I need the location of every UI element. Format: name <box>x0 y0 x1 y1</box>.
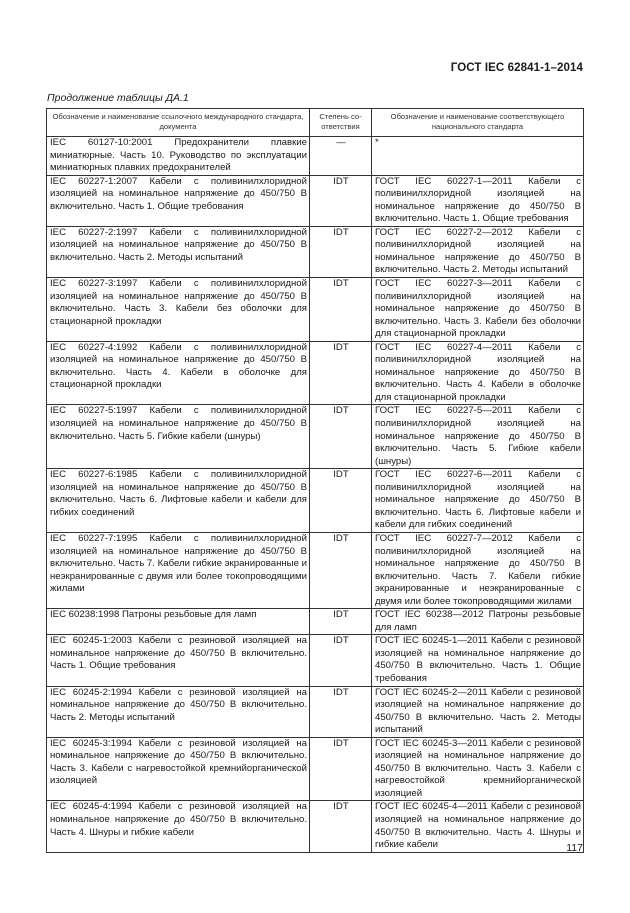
page-number: 117 <box>566 842 583 854</box>
table-row <box>47 686 584 737</box>
reference-table <box>46 108 584 853</box>
header-international-standard: Обозначение и наименование ссылочного международного стандарта, документа <box>47 109 310 137</box>
cell-degree-of-conformity: IDT <box>310 469 372 533</box>
document-code: ГОСТ IEC 62841-1–2014 <box>450 62 583 74</box>
cell-national-standard: ГОСТ IEC 60227-5—2011 Кабели с поливинилхлоридной изоляцией на номинальное напряжение до 450/750 В включительно. Часть 5. Гибкие кабели (шнуры) <box>372 405 584 469</box>
table-row <box>47 405 584 469</box>
cell-degree-of-conformity: IDT <box>310 226 372 277</box>
cell-degree-of-conformity: IDT <box>310 635 372 686</box>
cell-international-standard: IEC 60245-4:1994 Кабели с резиновой изоляцией на номинальное напряжение до 450/750 В включительно. Часть 4. Шнуры и гибкие кабели <box>47 801 310 852</box>
header-degree-of-conformity: Степень со-ответствия <box>310 109 372 137</box>
cell-degree-of-conformity: IDT <box>310 405 372 469</box>
table-row <box>47 137 584 176</box>
cell-national-standard: ГОСТ IEC 60238—2012 Патроны резьбовые для ламп <box>372 609 584 635</box>
cell-national-standard: ГОСТ IEC 60227-2—2012 Кабели с поливинилхлоридной изоляцией на номинальное напряжение до 450/750 В включительно. Часть 2. Методы испытаний <box>372 226 584 277</box>
cell-international-standard: IEC 60238:1998 Патроны резьбовые для ламп <box>47 609 310 635</box>
table-row <box>47 609 584 635</box>
table-row <box>47 278 584 342</box>
cell-national-standard: ГОСТ IEC 60245-4—2011 Кабели с резиновой изоляцией на номинальное напряжение до 450/750 В включительно. Часть 4. Шнуры и гибкие кабели <box>372 801 584 852</box>
cell-international-standard: IEC 60227-2:1997 Кабели с поливинилхлоридной изоляцией на номинальное напряжение до 450/750 В включительно. Часть 2. Методы испытаний <box>47 226 310 277</box>
cell-international-standard: IEC 60227-6:1985 Кабели с поливинилхлоридной изоляцией на номинальное напряжение до 450/750 В включительно. Часть 6. Лифтовые кабели и кабели для гибких соединений <box>47 469 310 533</box>
cell-degree-of-conformity: IDT <box>310 532 372 608</box>
cell-national-standard: ГОСТ IEC 60227-1—2011 Кабели с поливинилхлоридной изоляцией на номинальное напряжение до 450/750 В включительно. Часть 1. Общие требования <box>372 175 584 226</box>
table-row <box>47 226 584 277</box>
cell-degree-of-conformity: — <box>310 137 372 176</box>
cell-national-standard: ГОСТ IEC 60227-4—2011 Кабели с поливинилхлоридной изоляцией на номинальное напряжение до 450/750 В включительно. Часть 4. Кабели в оболочке для стационарной прокладки <box>372 341 584 405</box>
cell-international-standard: IEC 60227-4:1992 Кабели с поливинилхлоридной изоляцией на номинальное напряжение до 450/750 В включительно. Часть 4. Кабели в оболочке для стационарной прокладки <box>47 341 310 405</box>
table-row <box>47 635 584 686</box>
cell-international-standard: IEC 60227-1:2007 Кабели с поливинилхлоридной изоляцией на номинальное напряжение до 450/750 В включительно. Часть 1. Общие требования <box>47 175 310 226</box>
cell-national-standard: ГОСТ IEC 60227-3—2011 Кабели с поливинилхлоридной изоляцией на номинальное напряжение до 450/750 В включительно. Часть 3. Кабели без оболочки для стационарной прокладки <box>372 278 584 342</box>
cell-national-standard: * <box>372 137 584 176</box>
cell-international-standard: IEC 60245-3:1994 Кабели с резиновой изоляцией на номинальное напряжение до 450/750 В включительно. Часть 3. Кабели с нагревостойкой кремнийорганической изоляцией <box>47 737 310 801</box>
cell-international-standard: IEC 60227-7:1995 Кабели с поливинилхлоридной изоляцией на номинальное напряжение до 450/750 В включительно. Часть 7. Кабели гибкие экранированные и неэкранированные с двумя или более токопроводящими жилами <box>47 532 310 608</box>
cell-degree-of-conformity: IDT <box>310 801 372 852</box>
table-row <box>47 175 584 226</box>
cell-international-standard: IEC 60227-5:1997 Кабели с поливинилхлоридной изоляцией на номинальное напряжение до 450/750 В включительно. Часть 5. Гибкие кабели (шнуры) <box>47 405 310 469</box>
cell-national-standard: ГОСТ IEC 60245-1—2011 Кабели с резиновой изоляцией на номинальное напряжение до 450/750 В включительно. Часть 1. Общие требования <box>372 635 584 686</box>
cell-international-standard: IEC 60127-10:2001 Предохранители плавкие миниатюрные. Часть 10. Руководство по эксплуатации миниатюрных плавких предохранителей <box>47 137 310 176</box>
cell-national-standard: ГОСТ IEC 60227-6—2011 Кабели с поливинилхлоридной изоляцией на номинальное напряжение до 450/750 В включительно. Часть 6. Лифтовые кабели и кабели для гибких соединений <box>372 469 584 533</box>
cell-national-standard: ГОСТ IEC 60227-7—2012 Кабели с поливинилхлоридной изоляцией на номинальное напряжение до 450/750 В включительно. Часть 7. Кабели гибкие экранированные и неэкранированные с двумя или более токопроводящими жилами <box>372 532 584 608</box>
table-row <box>47 801 584 852</box>
cell-degree-of-conformity: IDT <box>310 686 372 737</box>
table-row <box>47 737 584 801</box>
cell-national-standard: ГОСТ IEC 60245-2—2011 Кабели с резиновой изоляцией на номинальное напряжение до 450/750 В включительно. Часть 2. Методы испытаний <box>372 686 584 737</box>
cell-degree-of-conformity: IDT <box>310 278 372 342</box>
cell-degree-of-conformity: IDT <box>310 737 372 801</box>
cell-degree-of-conformity: IDT <box>310 341 372 405</box>
table-header-row <box>47 109 584 137</box>
cell-international-standard: IEC 60245-2:1994 Кабели с резиновой изоляцией на номинальное напряжение до 450/750 В включительно. Часть 2. Методы испытаний <box>47 686 310 737</box>
cell-degree-of-conformity: IDT <box>310 609 372 635</box>
cell-degree-of-conformity: IDT <box>310 175 372 226</box>
table-row <box>47 469 584 533</box>
cell-national-standard: ГОСТ IEC 60245-3—2011 Кабели с резиновой изоляцией на номинальное напряжение до 450/750 В включительно. Часть 3. Кабели с нагревостойкой кремнийорганической изоляцией <box>372 737 584 801</box>
cell-international-standard: IEC 60227-3:1997 Кабели с поливинилхлоридной изоляцией на номинальное напряжение до 450/750 В включительно. Часть 3. Кабели без оболочки для стационарной прокладки <box>47 278 310 342</box>
table-body <box>47 137 584 853</box>
header-national-standard: Обозначение и наименование соответствующего национального стандарта <box>372 109 584 137</box>
cell-international-standard: IEC 60245-1:2003 Кабели с резиновой изоляцией на номинальное напряжение до 450/750 В включительно. Часть 1. Общие требования <box>47 635 310 686</box>
table-row <box>47 341 584 405</box>
table-caption: Продолжение таблицы ДА.1 <box>47 92 189 104</box>
table-row <box>47 532 584 608</box>
